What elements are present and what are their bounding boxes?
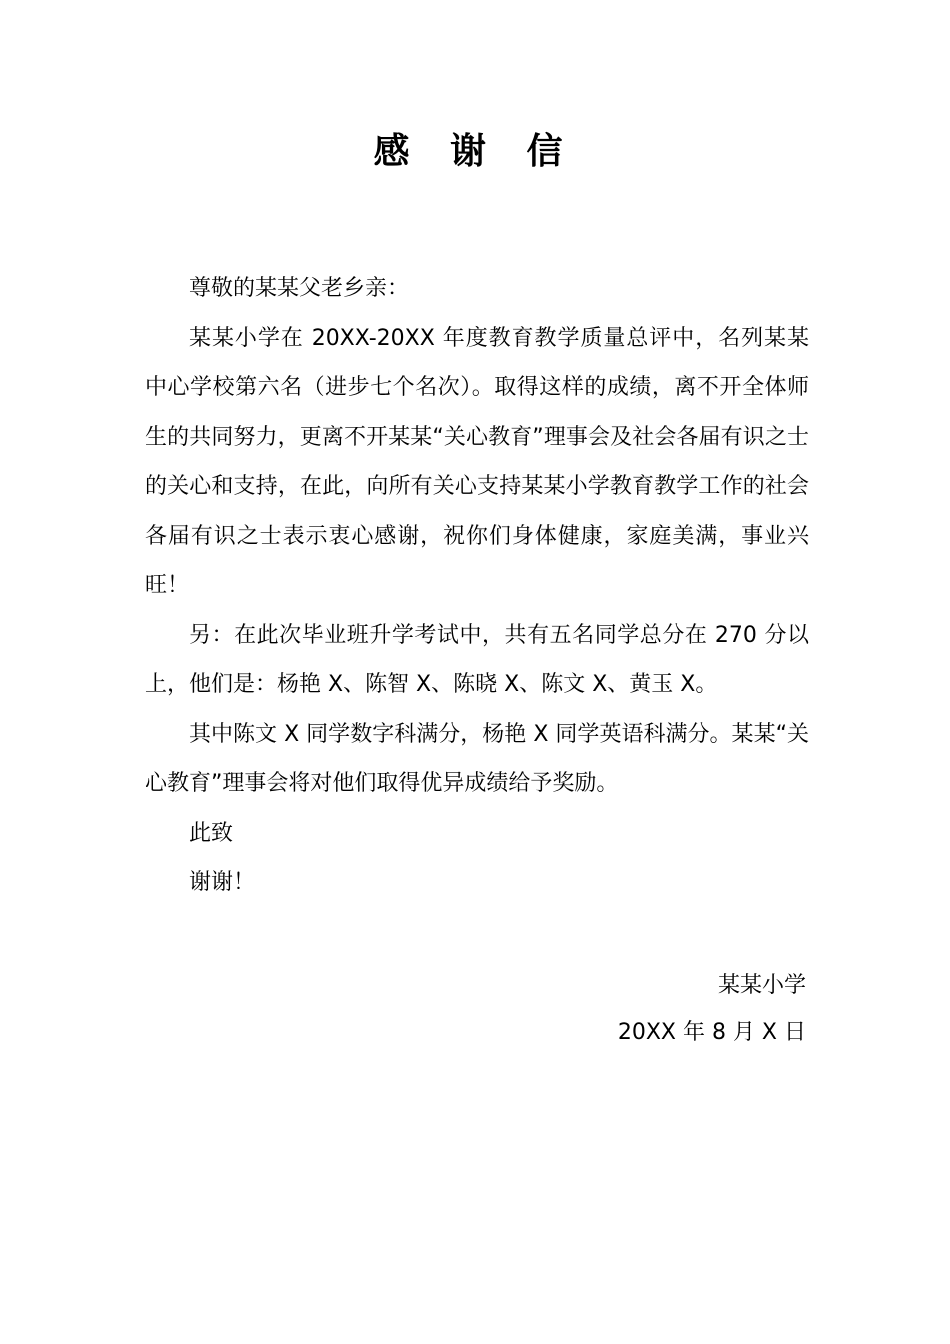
paragraph-additional: 另：在此次毕业班升学考试中，共有五名同学总分在 270 分以上，他们是：杨艳 X、陈智 X、陈晓 X、陈文 X、黄玉 X。 [145,622,809,697]
signature-date: 20XX 年 8 月 X 日 [617,1020,806,1045]
signature-block [406,962,806,1056]
closing-thanks: 谢谢！ [189,870,256,895]
closing-salutation: 此致 [189,820,234,846]
paragraph-awards: 其中陈文 X 同学数字科满分，杨艳 X 同学英语科满分。某某“关心教育”理事会将对他们取得优异成绩给予奖励。 [145,721,809,796]
greeting: 尊敬的某某父老乡亲： [189,276,410,301]
letter-title: 感 谢 信 [373,131,577,172]
letter-body [145,264,809,908]
paragraph-main: 某某小学在 20XX-20XX 年度教育教学质量总评中，名列某某中心学校第六名（进步七个名次）。取得这样的成绩，离不开全体师生的共同努力，更离不开某某“关心教育”理事会及社会各届有识之士的关心和支持，在此，向所有关心支持某某小学教育教学工作的社会各届有识之士表示衷心感谢，祝你们身体健康，家庭美满，事业兴旺！ [145,325,809,598]
signature-name: 某某小学 [717,973,806,998]
